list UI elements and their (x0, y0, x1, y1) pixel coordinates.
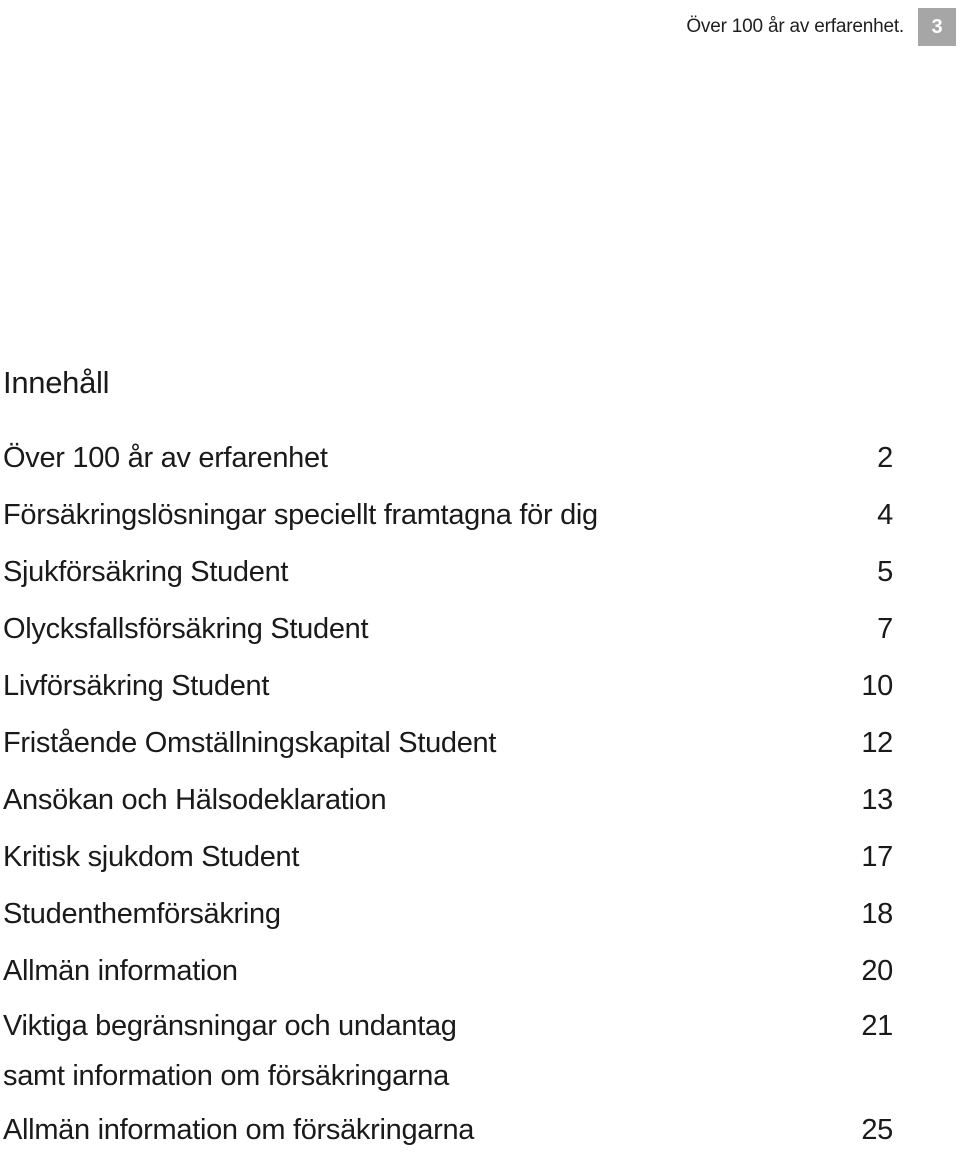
toc-entry-page: 5 (877, 556, 893, 588)
toc-entry-label: Ansökan och Hälsodeklaration (3, 784, 387, 816)
toc-entry-page: 2 (877, 442, 893, 474)
toc-entry[interactable] (3, 1103, 893, 1157)
page-number-badge: 3 (918, 8, 956, 46)
toc-entry-page: 7 (877, 613, 893, 645)
toc-entry[interactable] (3, 602, 893, 656)
toc-entry-label: Fristående Omställningskapital Student (3, 727, 497, 759)
toc-entry-page: 25 (861, 1114, 893, 1146)
toc-entry-page: 12 (861, 727, 893, 759)
toc-entry-label: Försäkringslösningar speciellt framtagna för dig (3, 499, 598, 531)
toc-title: Innehåll (3, 365, 110, 400)
toc-entry[interactable] (3, 659, 893, 713)
toc-entry[interactable] (3, 431, 893, 485)
toc-entry[interactable] (3, 545, 893, 599)
toc-entry-label: Studenthemförsäkring (3, 898, 281, 930)
toc-entry-page: 10 (861, 670, 893, 702)
toc-entry-label: Över 100 år av erfarenhet (3, 442, 328, 474)
toc-entry[interactable] (3, 1001, 893, 1101)
toc-entry[interactable] (3, 488, 893, 542)
toc-entry-page: 4 (877, 499, 893, 531)
toc-entry-label: Kritisk sjukdom Student (3, 841, 300, 873)
toc-entry-label: Viktiga begränsningar och undantag samt information om försäkringarna (3, 1010, 457, 1092)
toc-entry-page: 13 (861, 784, 893, 816)
toc-entry-label: Olycksfallsförsäkring Student (3, 613, 369, 645)
toc-entry[interactable] (3, 830, 893, 884)
toc-entry-page: 17 (861, 841, 893, 873)
running-title: Över 100 år av erfarenhet. (686, 16, 904, 37)
toc-entry-label: Allmän information om försäkringarna (3, 1114, 475, 1146)
toc-entry-page: 20 (861, 955, 893, 987)
toc-entry-label: Sjukförsäkring Student (3, 556, 289, 588)
toc-entry[interactable] (3, 944, 893, 998)
toc-entry[interactable] (3, 773, 893, 827)
page-header (686, 8, 956, 46)
toc-entry[interactable] (3, 716, 893, 770)
toc-entry-label: Allmän information (3, 955, 238, 987)
toc-entry[interactable] (3, 887, 893, 941)
toc-entry-label: Livförsäkring Student (3, 670, 270, 702)
toc-entry-page: 21 (861, 1010, 893, 1042)
toc-entry-page: 18 (861, 898, 893, 930)
